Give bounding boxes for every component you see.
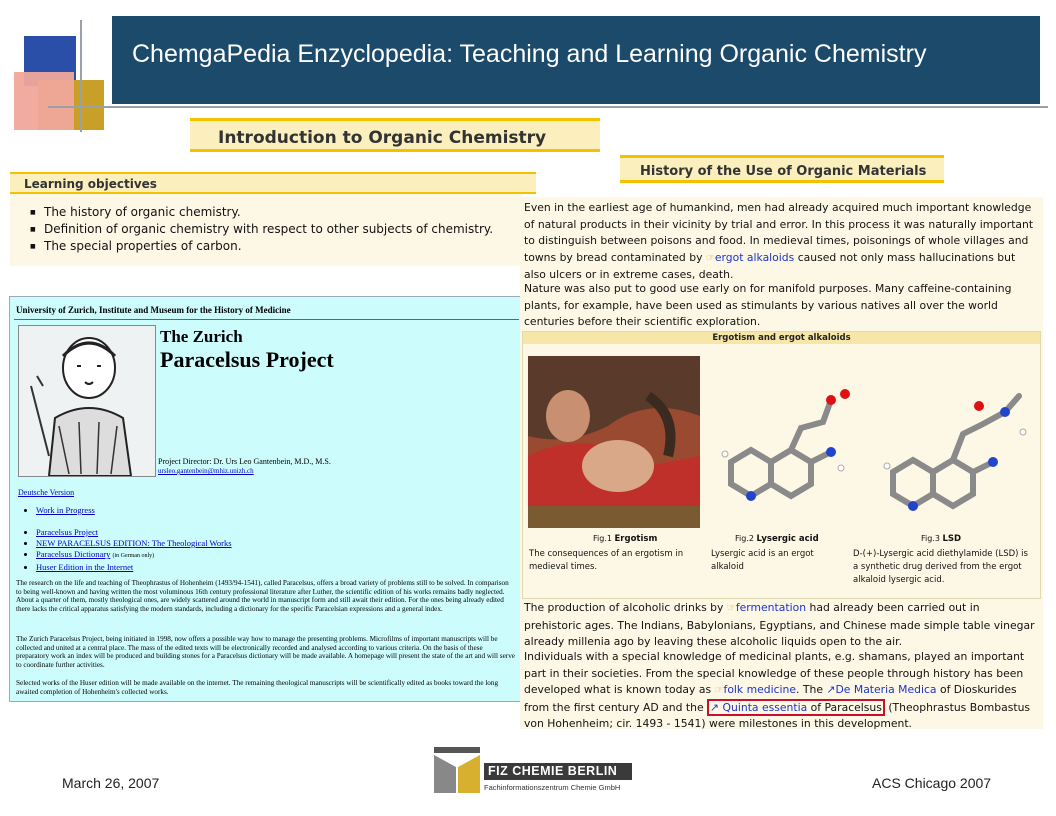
paracelsus-project-link[interactable]: Paracelsus Project: [36, 527, 99, 537]
paragraph-text: had already been carried out in prehistoric ages. The Indians, Babylonians, Egyptians, and Chinese made simple table vinegar already millenia ago by leaving these alcoholic liquids open to the air.: [524, 601, 1035, 648]
history-article: [520, 197, 1043, 729]
paragraph-text: (Theophrastus Bombastus von Hohenheim; cir. 1493 - 1541) were milestones in this development.: [524, 700, 1031, 729]
project-title-line1: The Zurich: [160, 327, 243, 346]
figure-description-2: Lysergic acid is an ergot alkaloid: [711, 549, 814, 572]
new-edition-link[interactable]: NEW PARACELSUS EDITION: The Theological Works: [36, 538, 232, 548]
fig-number: Fig.1: [593, 534, 612, 543]
article-paragraph-2: Nature was also put to good use early on for manifold purposes. Many caffeine-containing plants, for example, have been used as stimulants by various natives all over the world centuries before their scientific exploration.: [524, 282, 1012, 328]
fig-name: Ergotism: [614, 534, 658, 544]
external-link-icon: ↗: [710, 700, 720, 714]
project-links-list: [18, 527, 232, 573]
fig-name: Lysergic acid: [756, 534, 819, 544]
divider-horizontal: [48, 106, 1048, 108]
article-paragraph-4: [524, 649, 1036, 729]
figure-caption-2: [735, 534, 819, 544]
fermentation-link[interactable]: fermentation: [735, 601, 807, 614]
fiz-logo: [432, 745, 632, 795]
learning-objectives-banner: Learning objectives: [10, 172, 536, 194]
internal-link-icon: ☞: [714, 685, 724, 696]
footer-date: March 26, 2007: [62, 775, 160, 791]
paragraph-text: caused not only mass hallucinations but also ulcers or in extreme cases, death.: [524, 250, 1016, 281]
fig-number: Fig.2: [735, 534, 754, 543]
list-item: [36, 527, 232, 538]
logo-name: FIZ CHEMIE BERLIN: [484, 763, 632, 780]
divider-vertical: [80, 20, 82, 132]
list-item: [36, 562, 232, 573]
internal-link-icon: ☞: [726, 603, 736, 614]
project-title-line2: Paracelsus Project: [160, 347, 334, 372]
de-materia-medica-link[interactable]: De Materia Medica: [835, 683, 937, 696]
paracelsus-page: [9, 296, 524, 702]
paracelsus-paragraph: The research on the life and teaching of Theophrastus of Hohenheim (1493/94-1541), called Paracelsus, offers a broad variety of problems still to be solved. In comparison to being well-known and having written the most voluminous 16th century professional literature after Luther, the scientific edition of his works remains badly neglected. About a quarter of them, mostly theological ones, are widely scattered around the world in manuscript form and still await their edition. For the ones being already edited there lacks the critical apparatus satisfying the modern standards, including a dictionary for the specific Paracelsian expressions and a general index.: [16, 579, 509, 613]
objective-item: ■ Definition of organic chemistry with respect to other subjects of chemistry.: [44, 221, 522, 238]
paragraph-text: of Dioskurides from the first century AD and the: [524, 683, 1017, 714]
figure-title: Ergotism and ergot alkaloids: [523, 332, 1040, 344]
german-version-link[interactable]: Deutsche Version: [18, 488, 75, 497]
paragraph-text: The production of alcoholic drinks by: [524, 601, 724, 614]
external-link-icon: ↗: [826, 683, 836, 696]
article-paragraph-3: [524, 600, 1036, 651]
paragraph-text: Even in the earliest age of humankind, men had already acquired much important knowledge of natural products in their vicinity by trial and error. In this process it was naturally important to distinguish between poisons and food. In medieval times, poisonings of whole villages and towns by bread contaminated by: [524, 201, 1034, 264]
quinta-essentia-highlight: ↗ Quinta essentia of Paracelsus: [707, 699, 885, 716]
paragraph-text: . The: [796, 683, 823, 696]
figure-caption-1: [593, 534, 657, 544]
huser-edition-link[interactable]: Huser Edition in the Internet: [36, 562, 134, 572]
paragraph-text: Individuals with a special knowledge of medicinal plants, e.g. shamans, played an important part in their societies. From the special knowledge of these people through history has been developed what is known today as: [524, 650, 1025, 696]
list-item: [36, 549, 232, 562]
objective-item: ■ The special properties of carbon.: [44, 238, 522, 255]
institution-heading: University of Zurich, Institute and Museum for the History of Medicine: [16, 305, 291, 315]
internal-link-icon: ☞: [705, 252, 715, 264]
paracelsus-portrait-image: [18, 325, 156, 477]
objectives-panel: [10, 194, 522, 266]
logo-subtitle: Fachinformationszentrum Chemie GmbH: [484, 783, 621, 792]
fig-name: LSD: [942, 534, 962, 544]
figure-caption-3: [921, 534, 961, 544]
figure-description-1: The consequences of an ergotism in medieval times.: [529, 549, 684, 572]
history-banner: History of the Use of Organic Materials: [620, 155, 944, 183]
project-director: Project Director: Dr. Urs Leo Gantenbein, M.D., M.S.: [158, 457, 331, 466]
intro-banner: Introduction to Organic Chemistry: [190, 118, 600, 152]
folk-medicine-link[interactable]: folk medicine: [723, 683, 797, 696]
wip-list: [18, 505, 95, 515]
dictionary-link[interactable]: Paracelsus Dictionary: [36, 549, 111, 559]
list-item: [36, 505, 95, 515]
fig-number: Fig.3: [921, 534, 940, 543]
header-rule: [14, 319, 519, 320]
slide-title: ChemgaPedia Enzyclopedia: Teaching and Learning Organic Chemistry: [132, 40, 927, 68]
list-item: [36, 538, 232, 549]
paracelsus-paragraph: Selected works of the Huser edition will be made available on the internet. The remaining theological manuscripts will be scientifically edited as books toward the long awaited completion of Hohenheim's collected works.: [16, 679, 499, 696]
dictionary-note: (in German only): [112, 553, 155, 559]
director-email-link[interactable]: ursleo.gantenbein@mhiz.unizh.ch: [158, 467, 254, 475]
ergotism-painting-image: [528, 356, 700, 528]
logo-square-red: [14, 72, 74, 130]
ergot-alkaloids-link[interactable]: ergot alkaloids: [714, 250, 795, 264]
objective-item: ■ The history of organic chemistry.: [44, 204, 522, 221]
lysergic-acid-molecule-image: [711, 372, 861, 522]
figure-description-3: D-(+)-Lysergic acid diethylamide (LSD) is a synthetic drug derived from the ergot alkaloid lysergic acid.: [853, 549, 1028, 585]
fiz-logo-icon: [432, 745, 482, 795]
footer-event: ACS Chicago 2007: [872, 775, 992, 791]
paracelsus-paragraph: The Zurich Paracelsus Project, being initiated in 1998, now offers a possible way how to manage the presenting problems. Microfilms of important manuscripts will be collected and united at a central place. The mass of the edited texts will be electronically recorded and analysed according to various criteria. On the basis of these preparatory work an index will be produced and building stones for a Paracelsus dictionary will be made available. A homepage will present the state of the art and will serve to coordinate further activities.: [16, 635, 515, 669]
article-paragraph-1: [524, 200, 1036, 284]
quinta-essentia-link[interactable]: Quinta essentia: [722, 700, 808, 714]
work-in-progress-link[interactable]: Work in Progress: [36, 505, 95, 515]
lsd-molecule-image: [879, 372, 1029, 522]
ergotism-figure: [522, 331, 1041, 599]
